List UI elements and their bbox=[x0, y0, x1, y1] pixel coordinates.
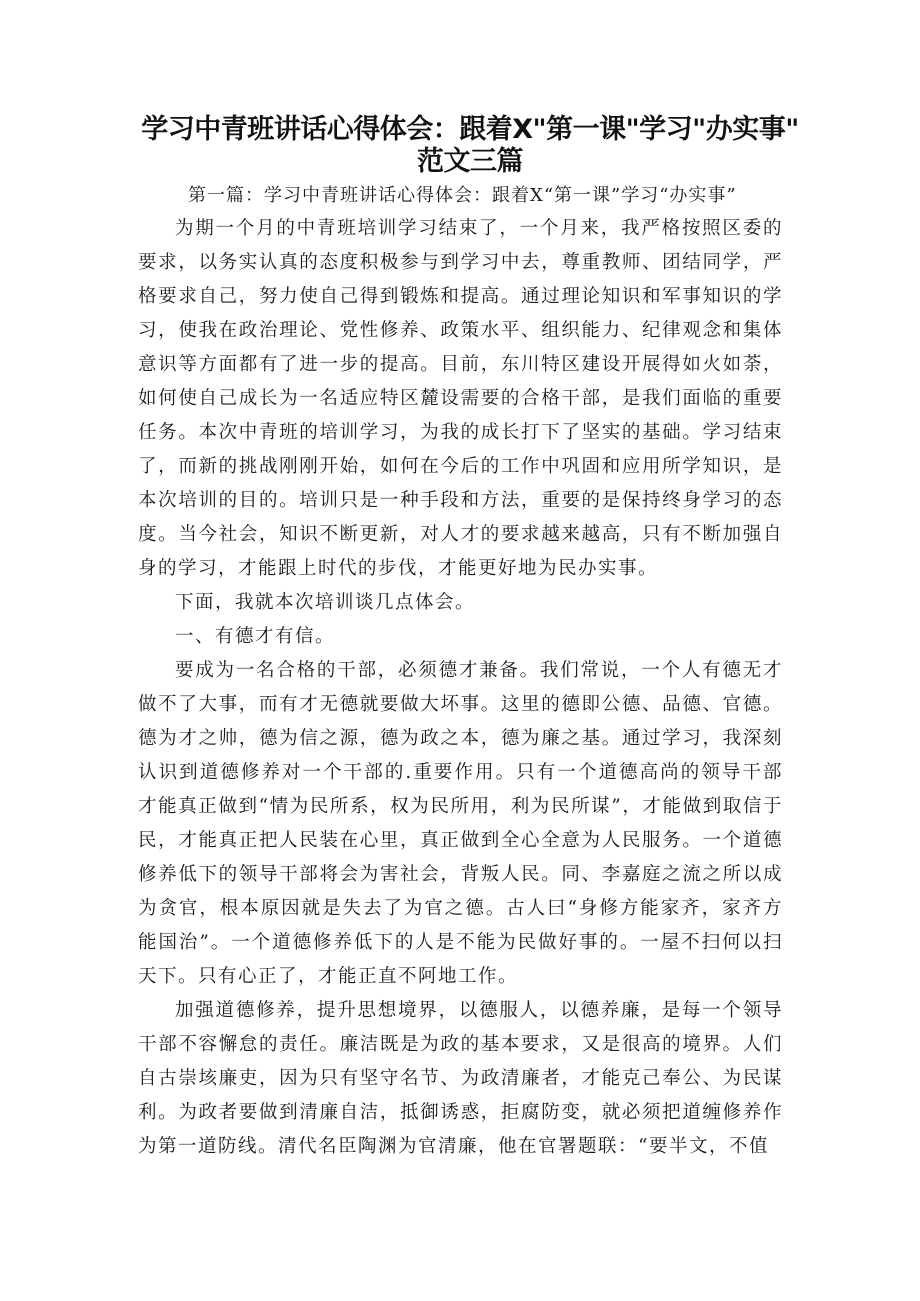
document-title-line-1: 学习中青班讲话心得体会：跟着X"第一课"学习"办实事" bbox=[141, 114, 799, 145]
section-heading: 第一篇：学习中青班讲话心得体会：跟着X“第一课”学习“办实事” bbox=[188, 185, 737, 206]
paragraph: 下面，我就本次培训谈几点体会。 bbox=[175, 592, 476, 613]
document-body bbox=[138, 212, 783, 1164]
document-title-line-2: 范文三篇 bbox=[417, 146, 523, 177]
paragraph: 加强道德修养，提升思想境界，以德服人，以德养廉，是每一个领导干部不容懈怠的责任。廉洁既是为政的基本要求，又是很高的境界。人们自古崇垓廉吏，因为只有坚守名节、为政清廉者，才能克己奉公、为民谋利。为政者要做到清廉自洁，抵御诱惑，拒腐防变，就必须把道缠修养作为第一道防线。清代名臣陶渊为官清廉，他在官署题联：“要半文，不值 bbox=[138, 1000, 783, 1157]
paragraph: 要成为一名合格的干部，必须德才兼备。我们常说，一个人有德无才做不了大事，而有才无德就要做大坏事。这里的德即公德、品德、官德。德为才之帅，德为信之源，德为政之本，德为廉之基。通过学习，我深刻认识到道德修养对一个干部的.重要作用。只有一个道德高尚的领导干部才能真正做到“情为民所系，权为民所用，利为民所谋”，才能做到取信于民，才能真正把人民装在心里，真正做到全心全意为人民服务。一个道德修养低下的领导干部将会为害社会，背叛人民。同、李嘉庭之流之所以成为贪官，根本原因就是失去了为官之德。古人曰“身修方能家齐，家齐方能国治”。一个道德修养低下的人是不能为民做好事的。一屋不扫何以扫天下。只有心正了，才能正直不阿地工作。 bbox=[138, 660, 783, 987]
paragraph: 为期一个月的中青班培训学习结束了，一个月来，我严格按照区委的要求，以务实认真的态度积极参与到学习中去，尊重教师、团结同学，严格要求自己，努力使自己得到锻炼和提高。通过理论知识和军事知识的学习，使我在政治理论、党性修养、政策水平、组织能力、纪律观念和集体意识等方面都有了进一步的提高。目前，东川特区建设开展得如火如荼，如何使自己成长为一名适应特区麓设需要的合格干部，是我们面临的重要任务。本次中青班的培训学习，为我的成长打下了坚实的基础。学习结束了，而新的挑战刚刚开始，如何在今后的工作中巩固和应用所学知识，是本次培训的目的。培训只是一种手段和方法，重要的是保持终身学习的态度。当今社会，知识不断更新，对人才的要求越来越高，只有不断加强自身的学习，才能跟上时代的步伐，才能更好地为民办实事。 bbox=[138, 218, 783, 579]
paragraph: 一、有德才有信。 bbox=[175, 626, 336, 647]
